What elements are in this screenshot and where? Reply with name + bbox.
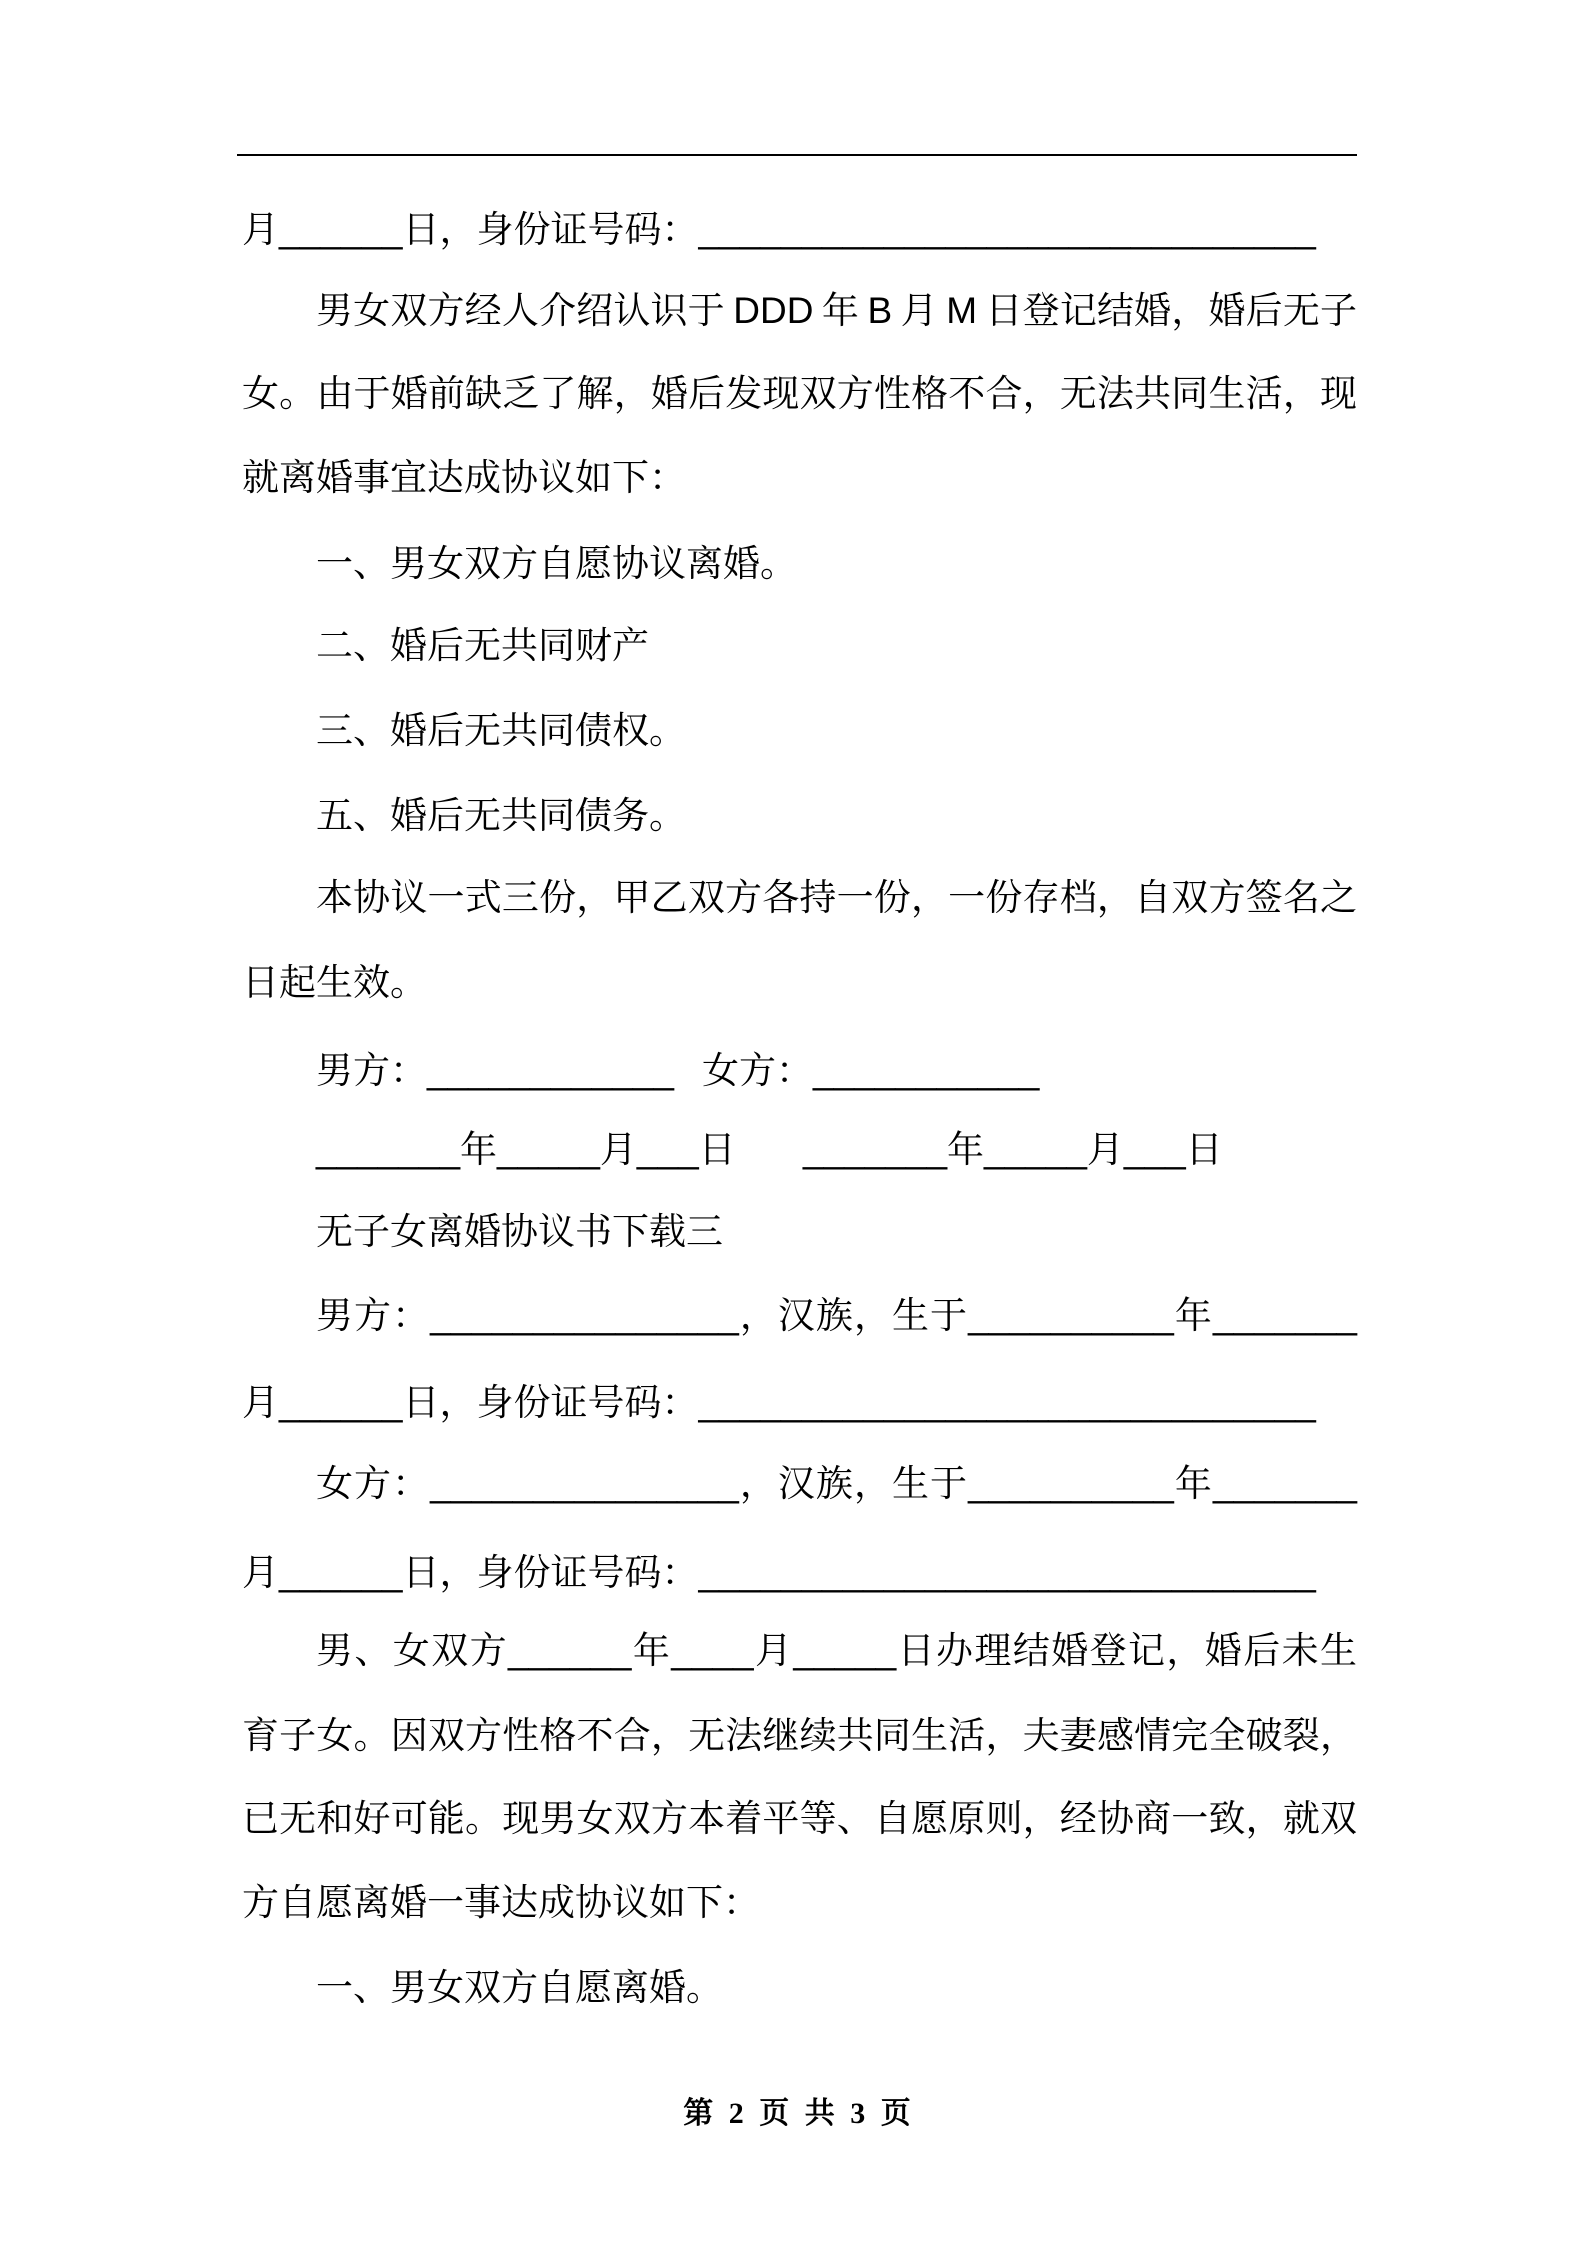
id-number-line: 月______日，身份证号码：______________________________: [242, 209, 1316, 250]
female-party-info-line: 女方：_______________，汉族，生于__________年_______: [316, 1463, 1357, 1504]
paragraph-line: 方自愿离婚一事达成协议如下：: [242, 1882, 760, 1923]
clause-item: 一、男女双方自愿离婚。: [316, 1967, 723, 2008]
paragraph-line: 就离婚事宜达成协议如下：: [242, 457, 686, 498]
paragraph-line: 男、女双方______年____月_____日办理结婚登记，婚后未生: [316, 1630, 1357, 1671]
male-party-info-line: 男方：_______________，汉族，生于__________年_______: [316, 1295, 1357, 1336]
paragraph-line: 日起生效。: [242, 962, 427, 1003]
female-id-number-line: 月______日，身份证号码：______________________________: [242, 1552, 1316, 1593]
paragraph-line: 已无和好可能。现男女双方本着平等、自愿原则，经协商一致，就双: [242, 1798, 1357, 1839]
clause-item: 一、男女双方自愿协议离婚。: [316, 543, 797, 584]
paragraph-line: 育子女。因双方性格不合，无法继续共同生活，夫妻感情完全破裂，: [242, 1715, 1357, 1756]
section-title: 无子女离婚协议书下载三: [316, 1211, 723, 1252]
paragraph-line: 女。由于婚前缺乏了解，婚后发现双方性格不合，无法共同生活，现: [242, 373, 1357, 414]
male-signature-field: 男方：____________: [316, 1050, 674, 1091]
clause-item: 五、婚后无共同债务。: [316, 795, 686, 836]
female-signature-field: 女方：___________: [702, 1050, 1040, 1091]
paragraph-line: 男女双方经人介绍认识于 DDD 年 B 月 M 日登记结婚，婚后无子: [316, 290, 1357, 331]
clause-item: 二、婚后无共同财产: [316, 625, 649, 666]
header-rule: [237, 154, 1357, 156]
page-number-footer: 第 2 页 共 3 页: [683, 2097, 911, 2130]
male-signature-date: _______年_____月___日: [316, 1129, 736, 1170]
paragraph-line: 本协议一式三份，甲乙双方各持一份，一份存档，自双方签名之: [316, 877, 1357, 918]
clause-item: 三、婚后无共同债权。: [316, 710, 686, 751]
female-signature-date: _______年_____月___日: [803, 1129, 1223, 1170]
male-id-number-line: 月______日，身份证号码：______________________________: [242, 1382, 1316, 1423]
